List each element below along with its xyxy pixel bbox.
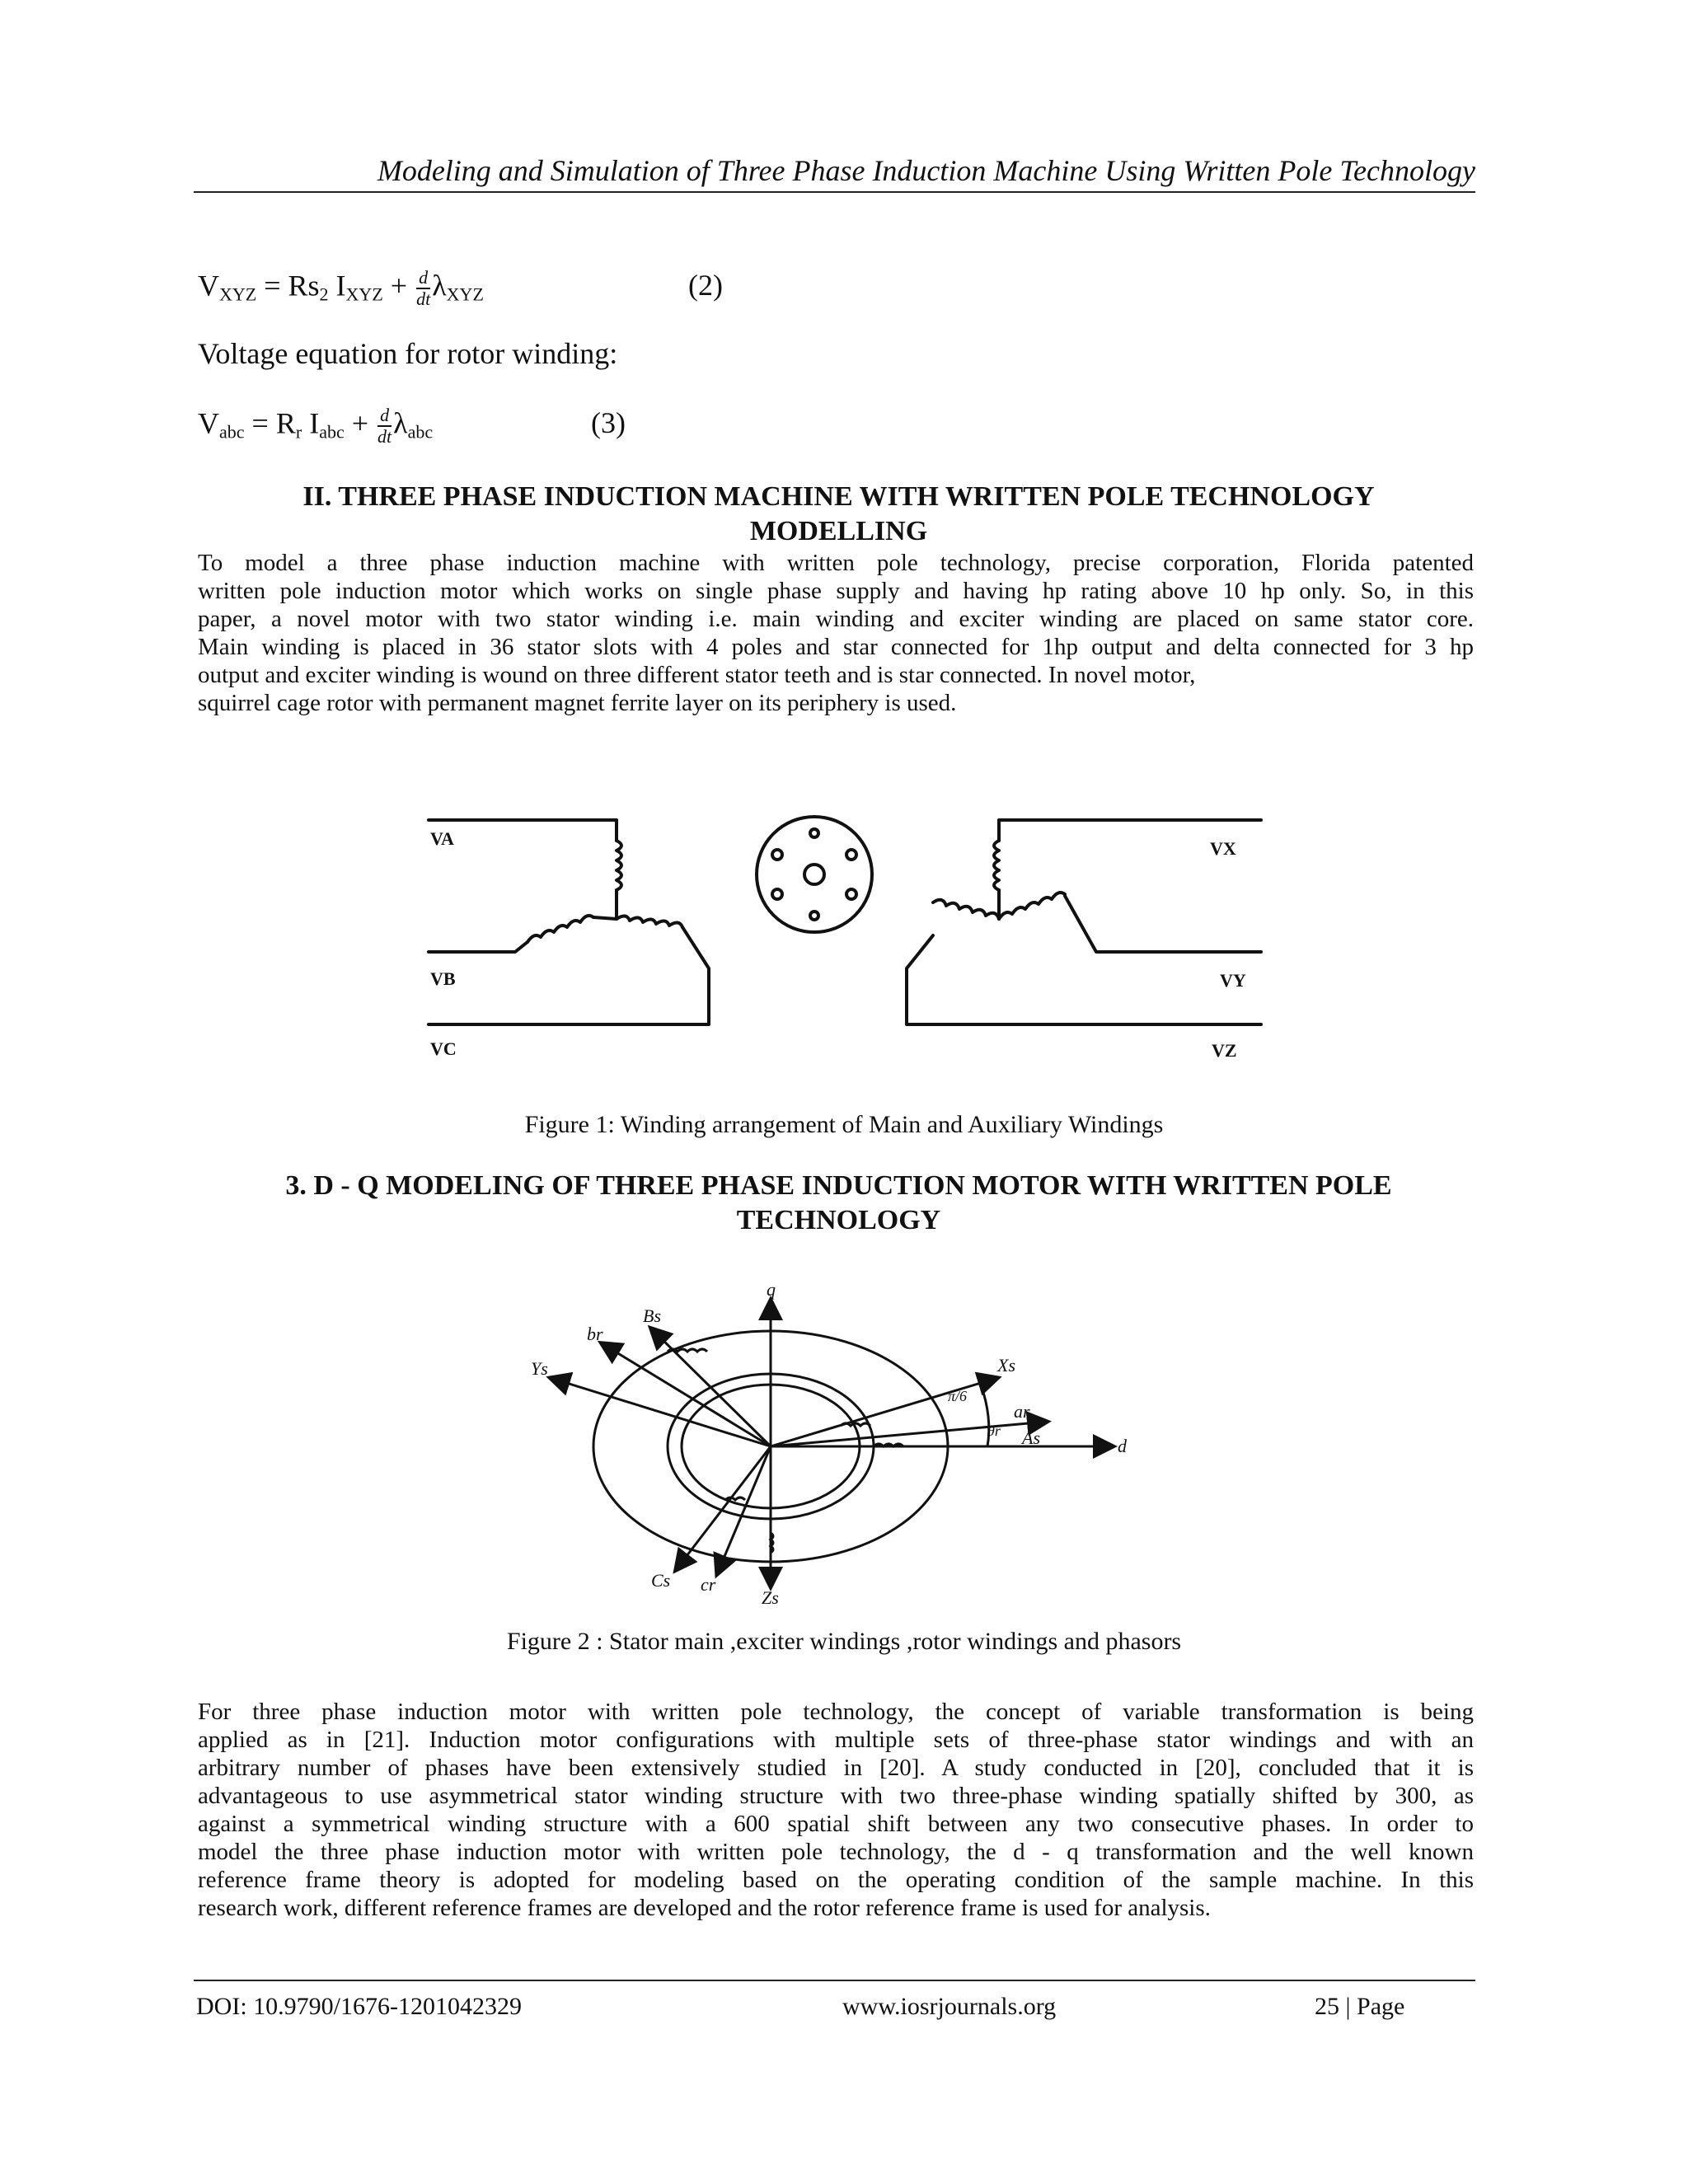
label-br: br: [587, 1324, 603, 1344]
header-rule: [194, 191, 1475, 193]
label-d: d: [1118, 1436, 1127, 1456]
label-cs: Cs: [651, 1570, 671, 1591]
vz-wire: [907, 935, 1261, 1024]
footer-doi: DOI: 10.9790/1676-1201042329: [196, 1993, 522, 2020]
equation-2: $V_{XYZ} = Rs_2$ $I_{XYZ}$ + $\frac{d}{dt}$ $\lambda_{XYZ}$: [198, 267, 484, 309]
rotor-circle: [757, 817, 872, 932]
vx-coil: [994, 841, 999, 890]
br-phasor: [602, 1343, 771, 1446]
vy-coil-right: [999, 893, 1065, 919]
equation-3-number: (3): [591, 406, 626, 439]
label-ys: Ys: [531, 1358, 548, 1379]
label-xs: Xs: [997, 1355, 1015, 1376]
label-vx: VX: [1210, 838, 1236, 859]
label-as: As: [1022, 1427, 1040, 1448]
vy-coil-left: [933, 900, 999, 919]
section-2-heading: II. THREE PHASE INDUCTION MACHINE WITH WRITTEN POLE TECHNOLOGY MODELLING: [302, 481, 1375, 546]
vy-wire: [1065, 896, 1261, 952]
footer-page-number: 25 | Page: [1315, 1993, 1405, 2020]
label-theta: θr: [987, 1422, 1001, 1439]
va-wire: [429, 820, 617, 841]
dq-paragraph: For three phase induction motor with written pole technology, the concept of variable transformation is being applied as in [21]. Induction motor configurations with multiple sets of three-phase stator windings and with an arbitrary number of phases have been extensively studied in [20]. A study conducted in [20], concluded that it is advantageous to use asymmetrical stator winding structure with two three-phase winding spatially shifted by 300, as against a symmetrical winding structure with a 600 spatial shift between any two consecutive phases. In order to model the three phase induction motor with written pole technology, the d - q transformation and the well known reference frame theory is adopted for modeling based on the operating condition of the sample machine. In this research work, different reference frames are developed and the rotor reference frame is used for analysis.: [198, 1699, 1474, 1921]
rotor-voltage-label: Voltage equation for rotor winding:: [198, 337, 618, 370]
label-vy: VY: [1220, 970, 1246, 991]
label-vb: VB: [430, 968, 456, 989]
section-3-heading: 3. D - Q MODELING OF THREE PHASE INDUCTION MOTOR WITH WRITTEN POLE TECHNOLOGY: [285, 1170, 1392, 1235]
winding-arrangement-figure: [412, 804, 1269, 1084]
figure-2-caption: Figure 2 : Stator main ,exciter windings ,rotor windings and phasors: [506, 1628, 1182, 1655]
figure-1-caption: Figure 1: Winding arrangement of Main and Auxiliary Windings: [524, 1111, 1164, 1138]
vc-wire: [429, 927, 709, 1024]
label-va: VA: [430, 828, 454, 849]
label-vc: VC: [430, 1038, 457, 1059]
label-zs: Zs: [762, 1587, 779, 1607]
label-bs: Bs: [643, 1305, 661, 1326]
label-q: q: [767, 1286, 776, 1300]
phasor-diagram-figure: [519, 1286, 1146, 1607]
vc-coil: [617, 916, 682, 927]
footer-rule: [194, 1980, 1475, 1981]
label-pi6: π/6: [948, 1388, 968, 1404]
running-header: Modeling and Simulation of Three Phase Induction Machine Using Written Pole Technology: [377, 154, 1475, 187]
footer-website: www.iosrjournals.org: [842, 1993, 1057, 2020]
equation-3: $V_{abc} = R_r$ $I_{abc}$ + $\frac{d}{dt}$ $\lambda_{abc}$: [198, 405, 434, 447]
va-coil: [617, 841, 621, 890]
equation-2-number: (2): [688, 269, 723, 302]
section-2-paragraph: To model a three phase induction machine with written pole technology, precise corporation, Florida patented written pole induction motor which works on single phase supply and having hp rating above 10 hp only. So, in this paper, a novel motor with two stator winding i.e. main winding and exciter winding are placed on same stator core. Main winding is placed in 36 stator slots with 4 poles and star connected for 1hp output and delta connected for 3 hp output and exciter winding is wound on three different stator teeth and is star connected. In novel motor, squirrel cage rotor with permanent magnet ferrite layer on its periphery is used.: [198, 550, 1474, 716]
label-ar: ar: [1014, 1401, 1030, 1422]
label-cr: cr: [701, 1574, 716, 1595]
vb-coil: [528, 916, 593, 942]
label-vz: VZ: [1212, 1040, 1237, 1061]
